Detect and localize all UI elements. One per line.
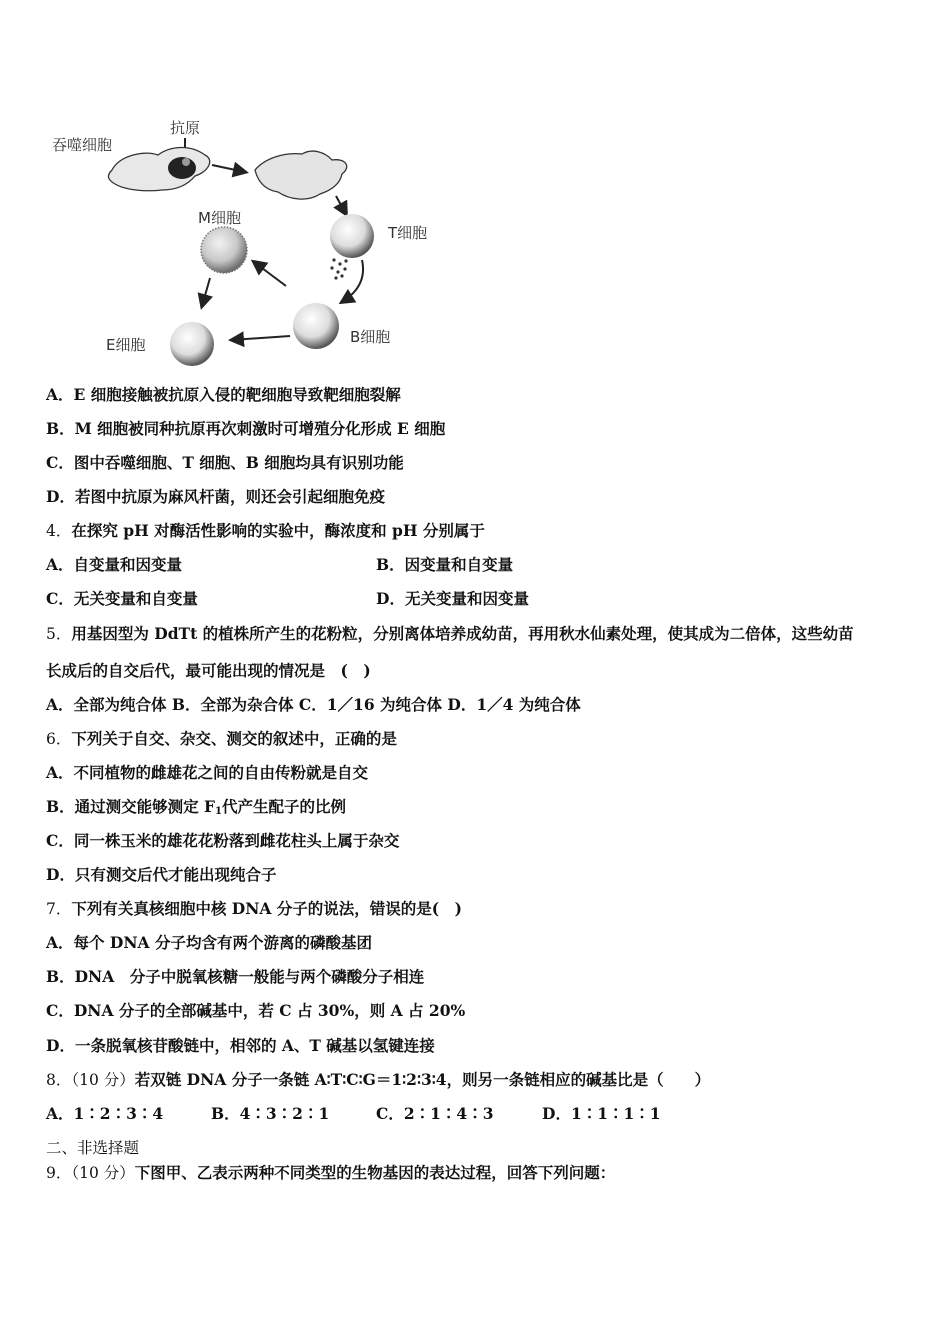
arrow-b-to-e xyxy=(232,336,290,340)
q8-number: 8． xyxy=(46,1071,72,1089)
m-cell xyxy=(201,227,247,273)
q6-option-d: D．只有测交后代才能出现纯合子 xyxy=(46,865,277,884)
q3-option-a: A．E 细胞接触被抗原入侵的靶细胞导致靶细胞裂解 xyxy=(46,385,401,404)
q4-stem-text: 在探究 pH 对酶活性影响的实验中，酶浓度和 pH 分别属于 xyxy=(71,521,485,540)
q5-options: A．全部为纯合体 B．全部为杂合体 C．1／16 为纯合体 D．1／4 为纯合体 xyxy=(46,695,581,714)
q6-stem-text: 下列关于自交、杂交、测交的叙述中，正确的是 xyxy=(71,729,397,748)
q5-stem-line1 xyxy=(46,624,854,644)
q5-stem-line2: 长成后的自交后代，最可能出现的情况是 ( ) xyxy=(46,661,371,680)
q7-number: 7． xyxy=(46,900,72,918)
section2-title: 二、非选择题 xyxy=(46,1139,140,1157)
q7-stem-text: 下列有关真核细胞中核 DNA 分子的说法，错误的是( ) xyxy=(71,899,462,918)
arrow-b-to-m xyxy=(254,262,286,286)
arrow-to-apc xyxy=(212,165,245,172)
antigen-label: 抗原 xyxy=(170,119,201,137)
m-cell-label: M细胞 xyxy=(198,209,241,227)
q5-number: 5． xyxy=(46,625,72,643)
q9-stem-text: 下图甲、乙表示两种不同类型的生物基因的表达过程，回答下列问题： xyxy=(134,1163,616,1182)
antigen-particle xyxy=(182,158,190,166)
b-cell-label: B细胞 xyxy=(350,328,391,346)
phagocyte-nucleus xyxy=(168,157,196,179)
q6-option-b-pre: B．通过测交能够测定 F xyxy=(46,797,216,816)
q8-option-a: A．1∶2∶3∶4 xyxy=(46,1104,164,1123)
q3-option-c: C．图中吞噬细胞、T 细胞、B 细胞均具有识别功能 xyxy=(46,453,404,472)
q6-option-b xyxy=(46,797,346,822)
q8-option-b: B．4∶3∶2∶1 xyxy=(211,1104,330,1123)
q8-option-c: C．2∶1∶4∶3 xyxy=(376,1104,494,1123)
e-cell-label: E细胞 xyxy=(106,336,146,354)
q3-option-b: B．M 细胞被同种抗原再次刺激时可增殖分化形成 E 细胞 xyxy=(46,419,446,438)
arrow-m-to-e xyxy=(202,278,210,306)
q7-option-a: A．每个 DNA 分子均含有两个游离的磷酸基团 xyxy=(46,933,372,952)
q4-stem xyxy=(46,521,485,541)
q9-score: （10 分） xyxy=(71,1164,135,1182)
q6-option-b-post: 代产生配子的比例 xyxy=(221,797,346,816)
phagocyte-label: 吞噬细胞 xyxy=(52,136,113,154)
q4-option-b: B．因变量和自变量 xyxy=(376,555,514,574)
q4-option-a: A．自变量和因变量 xyxy=(46,555,183,574)
q7-option-c: C．DNA 分子的全部碱基中，若 C 占 30%，则 A 占 20% xyxy=(46,1001,466,1020)
q6-stem xyxy=(46,729,397,749)
q4-option-d: D．无关变量和因变量 xyxy=(376,589,529,608)
q7-option-b: B．DNA 分子中脱氧核糖一般能与两个磷酸分子相连 xyxy=(46,967,425,986)
q4-number: 4． xyxy=(46,522,72,540)
arrow-to-t-cell xyxy=(336,196,346,214)
q6-option-a: A．不同植物的雌雄花之间的自由传粉就是自交 xyxy=(46,763,369,782)
q6-option-b-sub: 1 xyxy=(215,806,222,817)
q8-option-d: D．1∶1∶1∶1 xyxy=(542,1104,661,1123)
q3-option-d: D．若图中抗原为麻风杆菌，则还会引起细胞免疫 xyxy=(46,487,385,506)
b-cell xyxy=(293,303,339,349)
arrow-t-to-b xyxy=(342,260,363,302)
lymphokine-dots xyxy=(330,258,347,279)
q7-option-d: D．一条脱氧核苷酸链中，相邻的 A、T 碱基以氢键连接 xyxy=(46,1036,435,1055)
q4-option-c: C．无关变量和自变量 xyxy=(46,589,198,608)
q8-stem xyxy=(46,1070,710,1090)
q6-option-c: C．同一株玉米的雄花花粉落到雌花柱头上属于杂交 xyxy=(46,831,400,850)
q9-stem xyxy=(46,1163,615,1183)
q8-score: （10 分） xyxy=(71,1071,135,1089)
q9-number: 9． xyxy=(46,1164,72,1182)
t-cell-label: T细胞 xyxy=(388,224,428,242)
q8-stem-text: 若双链 DNA 分子一条链 A∶T∶C∶G＝1∶2∶3∶4，则另一条链相应的碱基比是（ ） xyxy=(134,1070,711,1089)
t-cell xyxy=(330,214,374,258)
immune-diagram xyxy=(40,110,460,375)
e-cell xyxy=(170,322,214,366)
q7-stem xyxy=(46,899,462,919)
q6-number: 6． xyxy=(46,730,72,748)
presenting-cell xyxy=(255,151,347,199)
q5-stem-text: 用基因型为 DdTt 的植株所产生的花粉粒，分别离体培养成幼苗，再用秋水仙素处理，使其成为二倍体，这些幼苗 xyxy=(71,624,854,643)
